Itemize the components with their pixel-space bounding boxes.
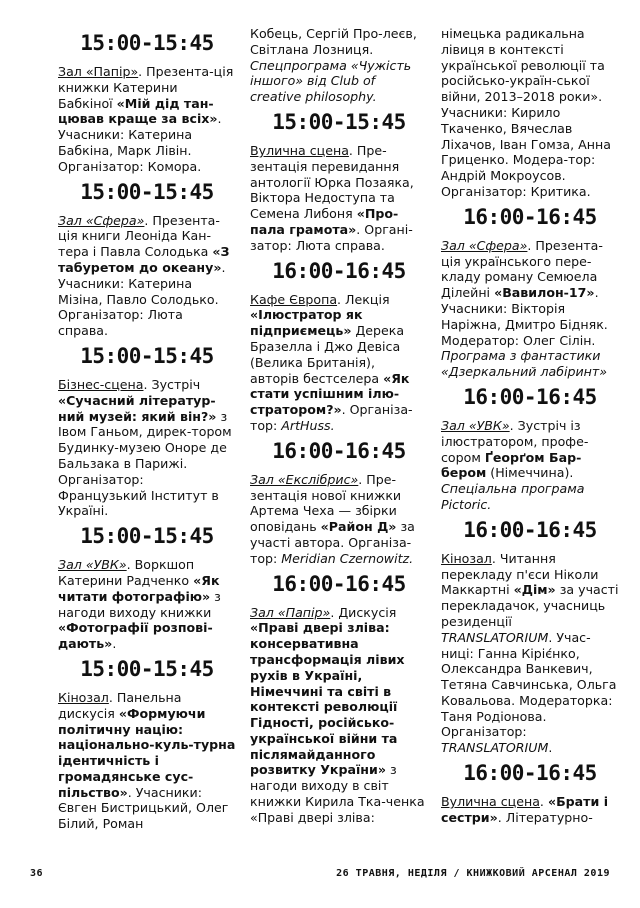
page-number: 36 xyxy=(30,868,44,879)
program-entry xyxy=(441,238,619,380)
time-slot-heading: 16:00-16:45 xyxy=(272,438,406,463)
time-slot-heading: 16:00-16:45 xyxy=(272,258,406,283)
program-entry xyxy=(58,213,236,339)
time-slot-heading: 16:00-16:45 xyxy=(463,517,597,542)
entry-text: . Учасники: Вікторія Наріжна, Дмитро Бідняк. Модератор: Олег Сілін. xyxy=(441,285,608,348)
entry-text: . Учасники: Євген Бистрицький, Олег Білий, Роман xyxy=(58,784,229,832)
entry-text: . Учас-ниці: Ганна Кіріє́нко, Олександра Ванкевич, Тетяна Савчинська, Ольга Ковальова. Модераторка: Таня Родіонова. Організатор: xyxy=(441,629,617,740)
entry-text: . Зустріч із ілюстратором, профе-сором xyxy=(441,417,589,465)
entry-text: . xyxy=(112,636,117,652)
program-entry xyxy=(250,472,428,567)
entry-text: . xyxy=(548,740,553,756)
time-slot-heading: 16:00-16:45 xyxy=(272,571,406,596)
entry-text: . Презента-ція книги Леоніда Кан-тера і Павла Солодька xyxy=(58,212,220,260)
program-entry xyxy=(58,377,236,519)
event-title: «Праві двері зліва: консервативна трансформація лівих рухів в Україні, Німеччині та світі в контексті революції Гідності, російсько-української війни та післямайданного розвитку України» xyxy=(250,620,405,778)
entry-text: з нагоди виходу книжки xyxy=(58,588,221,620)
entry-text: . Органі-затор: Люта справа. xyxy=(250,221,413,253)
entry-text: німецька радикальна лівиця в контексті української революції та російсько-україн-ської війни, 2013–2018 роки». Учасники: Кирило Ткаченко, Вячеслав Ліхачов, Іван Гомза, Анна Гриценко. Модера-тор: Андрій Мокроусов. Організатор: Критика. xyxy=(441,26,611,199)
venue-name: Вулична сцена xyxy=(250,142,349,158)
entry-text: . Презента-ція книжки Катерини Бабкіної xyxy=(58,64,234,111)
program-entry-continued xyxy=(441,26,619,200)
entry-text: . xyxy=(539,794,548,810)
organizer-name: Meridian Czernowitz. xyxy=(281,550,414,566)
venue-name: Кафе Європа xyxy=(250,291,338,307)
column-2 xyxy=(250,26,428,830)
program-entry xyxy=(250,143,428,254)
program-entry-continued xyxy=(250,26,428,105)
program-note: Програма з фантастики «Дзеркальний лабіринт» xyxy=(441,348,608,380)
event-title: «Ілюстратор як підприємець» xyxy=(250,307,363,339)
program-entry xyxy=(441,551,619,756)
organizer-name: ArtHuss. xyxy=(281,417,335,433)
entry-text: . Лекція xyxy=(337,291,390,307)
venue-name: Зал «Сфера» xyxy=(58,212,145,228)
residency-name: TRANSLATORIUM xyxy=(441,629,549,645)
venue-name: Кінозал xyxy=(441,550,492,566)
book-title: «Фотографії розпові-дають» xyxy=(58,620,213,652)
program-entry xyxy=(58,557,236,652)
time-slot-heading: 15:00-15:45 xyxy=(80,179,214,204)
entry-text: . Воркшоп Катерини Радченко xyxy=(58,557,195,588)
entry-text: . Пре-зентація перевидання антології Юрка Позаяка, Віктора Недоступа та Семена Либоня xyxy=(250,142,414,222)
event-title: «Брати і сестри» xyxy=(441,794,609,825)
program-entry xyxy=(58,690,236,832)
entry-text: . Літературно- xyxy=(497,809,593,825)
venue-name: Вулична сцена xyxy=(441,794,540,810)
program-note: Спеціальна програма Pictoric. xyxy=(441,481,585,512)
running-head: 26 ТРАВНЯ, НЕДІЛЯ / КНИЖКОВИЙ АРСЕНАЛ 2019 xyxy=(336,868,610,879)
venue-name: Зал «Папір» xyxy=(250,604,331,620)
entry-text: . Зустріч xyxy=(143,376,201,392)
entry-text: . Організа-тор: xyxy=(250,402,413,433)
entry-text: . Пре-зентація нової книжки Артема Чеха — збірки оповідань xyxy=(250,471,402,535)
entry-text: з нагоди виходу в світ книжки Кирила Тка-ченка «Праві двері зліва: xyxy=(250,762,425,825)
venue-name: Бізнес-сцена xyxy=(58,376,144,392)
time-slot-heading: 16:00-16:45 xyxy=(463,204,597,229)
entry-text: . Учасники: Катерина Мізіна, Павло Солодько. Організатор: Люта справа. xyxy=(58,259,226,339)
column-3 xyxy=(441,26,619,830)
event-title: «З табуретом до океану» xyxy=(58,244,230,275)
program-entry xyxy=(250,292,428,434)
column-1 xyxy=(58,26,236,836)
time-slot-heading: 15:00-15:45 xyxy=(80,524,214,549)
entry-text: Дерека Бразелла і Джо Девіса (Велика Британія), авторів бестселера xyxy=(250,323,405,386)
event-title: «Вавилон-17» xyxy=(494,285,595,301)
time-slot-heading: 16:00-16:45 xyxy=(463,384,597,409)
event-title: «Про-пала грамота» xyxy=(250,206,399,237)
organizer-name: TRANSLATORIUM xyxy=(441,740,549,756)
venue-name: Зал «Екслібрис» xyxy=(250,471,359,487)
page-footer xyxy=(30,868,610,884)
time-slot-heading: 15:00-15:45 xyxy=(272,109,406,134)
event-title: «Формуючи політичну націю: національно-куль-турна ідентичність і громадянське сус-пільство» xyxy=(58,705,236,800)
entry-text: за участі автора. Організа-тор: xyxy=(250,519,415,566)
event-title: «Район Д» xyxy=(320,519,397,535)
entry-text: Кобець, Сергій Про-леєв, Світлана Лозниця. xyxy=(250,26,417,57)
venue-name: Кінозал xyxy=(58,689,109,705)
venue-name: Зал «Папір» xyxy=(58,64,139,79)
entry-text: . Панельна дискусія xyxy=(58,689,182,721)
speaker-name: Ґеорґом Бар-бером xyxy=(441,449,582,481)
entry-text: з Івом Ганьом, дирек-тором Будинку-музею Оноре де Бальзака в Парижі. Організатор: Французький Інститут в Україні. xyxy=(58,408,232,519)
time-slot-heading: 16:00-16:45 xyxy=(463,761,597,786)
time-slot-heading: 15:00-15:45 xyxy=(80,31,214,55)
program-entry xyxy=(58,64,236,175)
time-slot-heading: 15:00-15:45 xyxy=(80,343,214,368)
entry-text: . Учасники: Катерина Бабкіна, Марк Лівін. Організатор: Комора. xyxy=(58,111,222,174)
entry-text: . Читання перекладу п'єси Ніколи Маккартні xyxy=(441,550,599,598)
book-title: «Як стати успішним ілю-стратором?» xyxy=(250,370,410,418)
program-entry xyxy=(441,418,619,513)
entry-text: . Дискусія xyxy=(330,604,397,620)
event-title: «Як читати фотографію» xyxy=(58,572,220,604)
venue-name: Зал «УВК» xyxy=(58,557,127,573)
time-slot-heading: 15:00-15:45 xyxy=(80,656,214,681)
entry-text: . Презента-ція українського пере-кладу роману Семюела Ділейні xyxy=(441,237,603,301)
program-note: Спецпрограма «Чужість іншого» від Club of creative philosophy. xyxy=(250,57,412,105)
program-entry xyxy=(441,794,619,826)
venue-name: Зал «УВК» xyxy=(441,417,510,433)
program-entry xyxy=(250,605,428,826)
venue-name: Зал «Сфера» xyxy=(441,237,528,253)
event-title: «Сучасний літератур-ний музей: який він?» xyxy=(58,392,217,424)
event-title: «Дім» xyxy=(513,582,556,598)
event-title: «Мій дід тан-цював краще за всіх» xyxy=(58,95,218,127)
entry-text: (Німеччина). xyxy=(486,465,574,481)
entry-text: за участі перекладачок, учасниць резиденції xyxy=(441,582,619,629)
